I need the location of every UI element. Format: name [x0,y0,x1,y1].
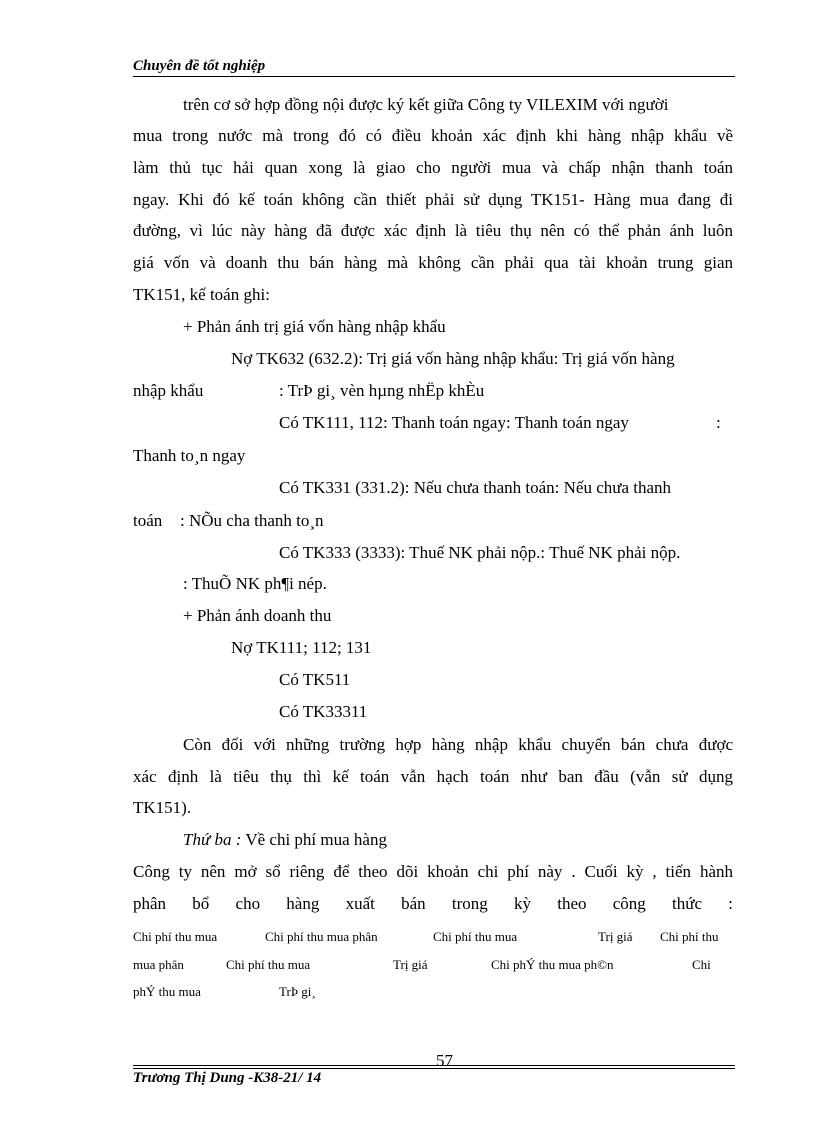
garbled-text: : ThuÕ NK ph¶i nép. [183,574,327,593]
paragraph-line: Công ty nên mở sổ riêng để theo dõi khoản chi phí này . Cuối kỳ , tiến hành [133,862,733,881]
formula-fragment: Chi phí thu mua [226,957,311,972]
formula-fragment: mua phân [133,957,184,972]
paragraph-line: TK151). [133,798,192,817]
paragraph-line: Còn đối với những trường hợp hàng nhập khẩu chuyển bán chưa được [183,735,733,754]
section-label: Thứ ba : [183,830,242,849]
formula-fragment: Chi phí thu [660,929,719,944]
formula-fragment: phÝ thu mua [133,984,201,999]
header-rule [133,76,735,77]
credit-line-colon: : [716,413,721,432]
entry-heading: + Phản ánh trị giá vốn hàng nhập khẩu [183,317,446,336]
section-title: Về chi phí mua hàng [241,830,387,849]
formula-fragment: Chi phí thu mua [433,929,518,944]
credit-line-cont: toán [133,511,163,530]
credit-line: Có TK111, 112: Thanh toán ngay: Thanh toán ngay [279,413,629,432]
formula-fragment: Chi phÝ thu mua ph©n [491,957,614,972]
page-header-title: Chuyên đề tốt nghiệp [133,58,266,74]
footer-rule [133,1065,735,1066]
formula-fragment: TrÞ gi¸ [279,984,316,999]
garbled-text: : TrÞ gi¸ vèn hµng nhËp khÈu [279,381,485,400]
debit-line: Nợ TK632 (632.2): Trị giá vốn hàng nhập khẩu: Trị giá vốn hàng [231,349,675,368]
formula-fragment: Chi [692,957,711,972]
formula-fragment: Trị giá [598,929,633,944]
credit-line: Có TK33311 [279,702,368,721]
debit-line-cont: nhập khẩu [133,381,204,400]
credit-line: Có TK333 (3333): Thuế NK phải nộp.: Thuế NK phải nộp. [279,543,681,562]
formula-fragment: Chi phí thu mua phân [265,929,378,944]
footer-rule [133,1068,735,1069]
page-number: 57 [436,1051,453,1070]
paragraph-line: xác định là tiêu thụ thì kế toán vẫn hạch toán như ban đầu (vẫn sử dụng [133,767,733,786]
credit-line: Có TK331 (331.2): Nếu chưa thanh toán: Nếu chưa thanh [279,478,672,497]
paragraph-line: phân bổ cho hàng xuất bán trong kỳ theo công thức : [133,894,733,913]
paragraph-line: đường, vì lúc này hàng đã được xác định là tiêu thụ nên có thể phản ánh luôn [133,221,733,240]
formula-fragment: Trị giá [393,957,428,972]
debit-line: Nợ TK111; 112; 131 [231,638,372,657]
paragraph-line: giá vốn và doanh thu bán hàng mà không cần phải qua tài khoản trung gian [133,253,733,272]
paragraph-line: ngay. Khi đó kế toán không cần thiết phải sử dụng TK151- Hàng mua đang đi [133,190,733,209]
credit-line: Có TK511 [279,670,351,689]
entry-heading: + Phản ánh doanh thu [183,606,332,625]
paragraph-line: mua trong nước mà trong đó có điều khoản xác định khi hàng nhập khẩu về [133,126,733,145]
footer-author: Trương Thị Dung -K38-21/ 14 [133,1070,322,1086]
paragraph-line: trên cơ sở hợp đồng nội được ký kết giữa Công ty VILEXIM với người [183,95,669,114]
formula-fragment: Chi phí thu mua [133,929,218,944]
garbled-text: : NÕu cha thanh to¸n [180,511,324,530]
section-heading [183,830,387,850]
garbled-text: Thanh to¸n ngay [133,446,246,465]
paragraph-line: TK151, kế toán ghi: [133,285,270,304]
paragraph-line: làm thủ tục hải quan xong là giao cho người mua và chấp nhận thanh toán [133,158,733,177]
